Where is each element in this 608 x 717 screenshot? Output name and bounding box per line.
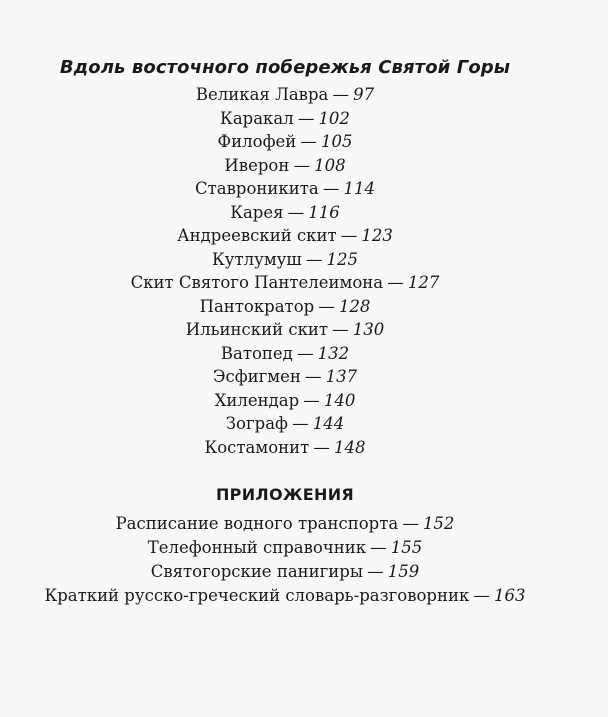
entry-label: Эсфигмен — [212, 367, 301, 386]
toc-entry[interactable] — [0, 201, 570, 225]
entry-label: Святогорские панигиры — [150, 562, 363, 581]
entry-page-number: 144 — [312, 414, 345, 433]
entry-page-number: 116 — [308, 202, 340, 222]
entry-dash: — — [473, 586, 490, 605]
entry-label: Скит Святого Пантелеимона — [130, 273, 384, 292]
entry-dash: — — [387, 273, 404, 292]
entry-label: Кутлумуш — [212, 249, 302, 269]
entry-label: Телефонный справочник — [147, 538, 367, 557]
entry-page-number: 155 — [390, 538, 423, 557]
entry-label: Ставроникита — [195, 179, 319, 198]
entry-page-number: 140 — [323, 390, 356, 410]
entry-label: Пантократор — [199, 296, 315, 316]
toc-entry[interactable] — [0, 177, 570, 201]
entry-label: Филофей — [217, 132, 297, 151]
entry-dash: — — [402, 514, 419, 533]
entry-dash: — — [370, 538, 387, 557]
entry-page-number: 148 — [334, 437, 366, 457]
entry-dash: — — [322, 179, 340, 198]
section-title-appendices: ПРИЛОЖЕНИЯ — [215, 485, 354, 504]
entry-page-number: 125 — [326, 249, 358, 269]
entry-page-number: 123 — [361, 226, 393, 245]
entry-page-number: 114 — [343, 179, 375, 198]
toc-list-east-coast — [0, 83, 570, 459]
entry-page-number: 97 — [353, 85, 375, 104]
entry-dash: — — [305, 249, 323, 269]
entry-label: Каракал — [220, 108, 294, 128]
entry-page-number: 105 — [321, 132, 353, 151]
toc-entry[interactable] — [0, 130, 570, 154]
entry-label: Зограф — [225, 414, 288, 433]
entry-label: Краткий русско-греческий словарь-разговорник — [44, 586, 470, 605]
entry-dash: — — [305, 367, 322, 386]
toc-entry[interactable] — [0, 412, 570, 436]
entry-label: Ватопед — [220, 343, 293, 363]
entry-label: Андреевский скит — [177, 226, 337, 245]
entry-label: Великая Лавра — [195, 85, 329, 104]
entry-dash: — — [297, 108, 315, 128]
entry-dash: — — [332, 320, 349, 339]
toc-entry[interactable] — [0, 512, 570, 536]
entry-dash: — — [318, 296, 335, 316]
toc-entry[interactable] — [0, 389, 570, 413]
entry-label: Хилендар — [214, 390, 300, 410]
toc-entry[interactable] — [0, 536, 570, 560]
entry-dash: — — [303, 390, 320, 410]
toc-entry[interactable] — [0, 295, 570, 319]
toc-entry[interactable] — [0, 560, 570, 584]
toc-entry[interactable] — [0, 83, 570, 107]
entry-dash: — — [332, 85, 349, 104]
entry-page-number: 108 — [314, 155, 346, 175]
toc-entry[interactable] — [0, 318, 570, 342]
toc-entry[interactable] — [0, 154, 570, 178]
toc-entry[interactable] — [0, 107, 570, 131]
entry-page-number: 163 — [494, 586, 526, 605]
entry-label: Костамонит — [204, 437, 310, 457]
section-title-east-coast: Вдоль восточного побережья Святой Горы — [59, 57, 511, 78]
entry-dash: — — [287, 202, 305, 222]
entry-dash: — — [292, 414, 309, 433]
entry-label: Иверон — [224, 155, 290, 175]
toc-entry[interactable] — [0, 436, 570, 460]
entry-dash: — — [313, 437, 330, 457]
entry-page-number: 128 — [338, 296, 371, 316]
entry-label: Ильинский скит — [185, 320, 329, 339]
entry-dash: — — [296, 343, 314, 363]
entry-label: Карея — [230, 202, 284, 222]
entry-dash: — — [300, 132, 317, 151]
toc-entry[interactable] — [0, 224, 570, 248]
toc-entry[interactable] — [0, 365, 570, 389]
entry-page-number: 137 — [325, 367, 358, 386]
entry-dash: — — [367, 562, 384, 581]
entry-page-number: 102 — [318, 108, 350, 128]
entry-page-number: 159 — [387, 562, 420, 581]
entry-page-number: 152 — [422, 514, 455, 533]
toc-entry[interactable] — [0, 342, 570, 366]
toc-entry[interactable] — [0, 248, 570, 272]
toc-entry[interactable] — [0, 271, 570, 295]
entry-dash: — — [340, 226, 358, 245]
entry-label: Расписание водного транспорта — [115, 514, 399, 533]
toc-list-appendices — [0, 512, 570, 608]
entry-page-number: 130 — [352, 320, 385, 339]
entry-dash: — — [293, 155, 310, 175]
entry-page-number: 132 — [317, 343, 350, 363]
toc-entry[interactable] — [0, 584, 570, 608]
entry-page-number: 127 — [407, 273, 440, 292]
